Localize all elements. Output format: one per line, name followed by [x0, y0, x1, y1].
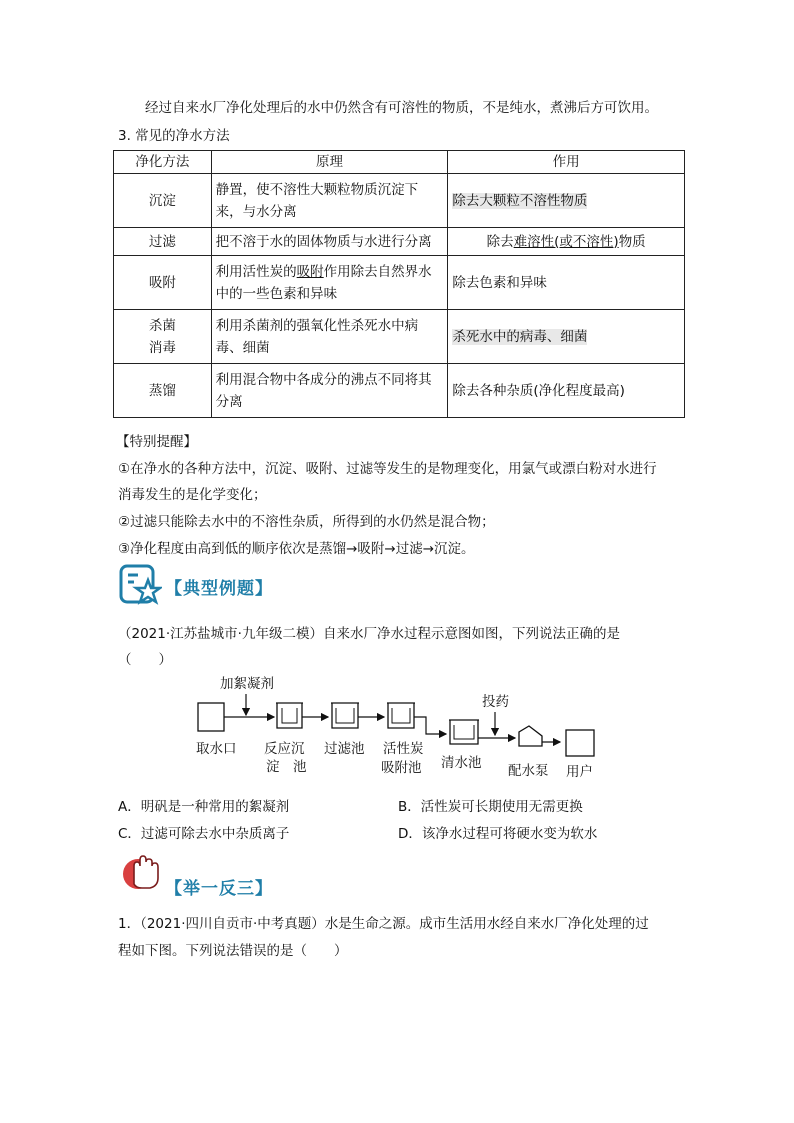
dosing-label: 投药 — [482, 694, 509, 710]
cell-principle: 利用混合物中各成分的沸点不同将其分离 — [211, 364, 448, 418]
step-label: 用户 — [566, 764, 593, 780]
option-c: C．过滤可除去水中杂质离子 — [118, 826, 290, 842]
star-clipboard-icon — [118, 562, 162, 610]
water-purification-table — [113, 150, 685, 418]
cell-method: 沉淀 — [114, 174, 212, 228]
water-plant-flow-diagram — [190, 668, 610, 783]
table-header-row — [114, 151, 685, 174]
cell-effect: 除去大颗粒不溶性物质 — [452, 192, 588, 209]
cell-method — [114, 310, 212, 364]
reminder-title: 【特别提醒】 — [116, 434, 197, 450]
practice-question-line: 程如下图。下列说法错误的是（ ） — [118, 943, 348, 959]
cell-effect: 除去各种杂质(净化程度最高) — [448, 364, 685, 418]
intro-paragraph: 经过自来水厂净化处理后的水中仍然含有可溶性的物质，不是纯水，煮沸后方可饮用。 — [145, 100, 658, 116]
reminder-item: ②过滤只能除去水中的不溶性杂质，所得到的水仍然是混合物； — [118, 514, 495, 530]
option-d: D．该净水过程可将硬水变为软水 — [398, 826, 598, 842]
principle-underlined: 吸附 — [296, 263, 324, 280]
step-label: 活性炭 — [383, 741, 424, 757]
intake-box — [198, 703, 224, 731]
cell-principle: 把不溶于水的固体物质与水进行分离 — [211, 228, 448, 256]
effect-underlined: 难溶性(或不溶性) — [513, 233, 619, 250]
user-box — [566, 730, 594, 756]
table-row — [114, 310, 685, 364]
table-row — [114, 364, 685, 418]
example-section-title: 【典型例题】 — [165, 579, 273, 599]
reminder-item: 消毒发生的是化学变化； — [118, 487, 267, 503]
effect-suffix: 物质 — [618, 233, 646, 250]
method-line-1: 杀菌 — [148, 317, 176, 334]
cell-method: 过滤 — [114, 228, 212, 256]
step-label: 淀 池 — [266, 759, 307, 775]
cell-principle: 静置，使不溶性大颗粒物质沉淀下来，与水分离 — [211, 174, 448, 228]
step-label: 清水池 — [441, 755, 482, 771]
example-question-line: （ ） — [118, 652, 172, 668]
table-row — [114, 228, 685, 256]
option-b: B．活性炭可长期使用无需更换 — [398, 799, 583, 815]
reaction-tank — [277, 703, 302, 728]
step-label: 取水口 — [196, 741, 237, 757]
cell-effect — [448, 228, 685, 256]
effect-prefix: 除去 — [486, 233, 514, 250]
step-label: 配水泵 — [508, 763, 549, 779]
pump-shape — [519, 726, 542, 746]
table-row — [114, 256, 685, 310]
step-label: 过滤池 — [324, 741, 365, 757]
cell-principle: 利用杀菌剂的强氧化性杀死水中病毒、细菌 — [211, 310, 448, 364]
cell-method: 吸附 — [114, 256, 212, 310]
reminder-item: ①在净水的各种方法中，沉淀、吸附、过滤等发生的是物理变化，用氯气或漂白粉对水进行 — [118, 461, 657, 477]
reminder-item: ③净化程度由高到低的顺序依次是蒸馏→吸附→过滤→沉淀。 — [118, 541, 475, 557]
option-a: A．明矾是一种常用的絮凝剂 — [118, 799, 290, 815]
header-principle: 原理 — [211, 151, 448, 174]
cell-effect: 除去色素和异味 — [448, 256, 685, 310]
section-title: 3. 常见的净水方法 — [118, 128, 230, 144]
table-row — [114, 174, 685, 228]
header-method: 净化方法 — [114, 151, 212, 174]
cell-principle — [211, 256, 448, 310]
hand-icon — [120, 850, 164, 896]
principle-part-a: 利用活性炭的 — [215, 263, 297, 280]
example-question-line: （2021·江苏盐城市·九年级二模）自来水厂净水过程示意图如图，下列说法正确的是 — [118, 626, 620, 642]
practice-question-line: 1．（2021·四川自贡市·中考真题）水是生命之源。成市生活用水经自来水厂净化处理的过 — [118, 916, 649, 932]
coagulant-label: 加絮凝剂 — [220, 676, 274, 692]
cell-effect: 杀死水中的病毒、细菌 — [452, 328, 588, 345]
method-line-2: 消毒 — [148, 339, 176, 356]
cell-method: 蒸馏 — [114, 364, 212, 418]
step-label: 反应沉 — [264, 741, 305, 757]
practice-section-title: 【举一反三】 — [165, 879, 273, 899]
principle-part-b: 作用除去自然界水中的一些色素和异味 — [215, 263, 432, 302]
header-effect: 作用 — [448, 151, 685, 174]
step-label: 吸附池 — [381, 760, 422, 776]
